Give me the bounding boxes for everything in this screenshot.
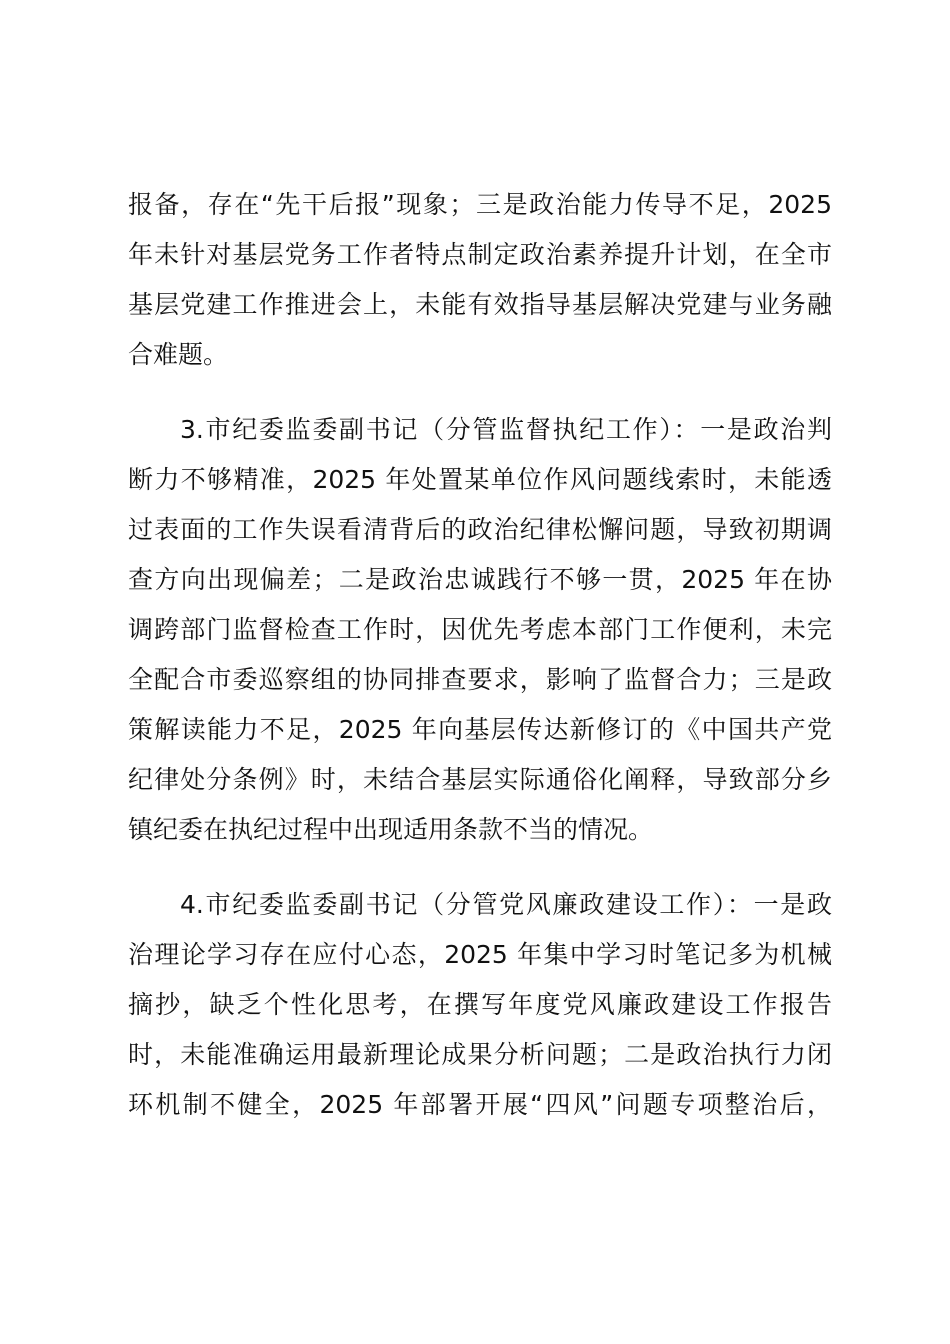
paragraph-item-4 — [128, 880, 832, 1130]
text-line: 断力不够精准，2025 年处置某单位作风问题线索时，未能透 — [128, 465, 832, 494]
text-line: 时，未能准确运用最新理论成果分析问题；二是政治执行力闭 — [128, 1040, 832, 1069]
text-line: 3.市纪委监委副书记（分管监督执纪工作）：一是政治判 — [180, 415, 832, 444]
paragraph-continuation — [128, 180, 832, 380]
text-line: 纪律处分条例》时，未结合基层实际通俗化阐释，导致部分乡 — [128, 765, 832, 794]
text-line: 环机制不健全，2025 年部署开展“四风”问题专项整治后， — [128, 1090, 832, 1119]
text-line: 治理论学习存在应付心态，2025 年集中学习时笔记多为机械 — [128, 940, 832, 969]
paragraph-item-3 — [128, 405, 832, 855]
text-line: 全配合市委巡察组的协同排查要求，影响了监督合力；三是政 — [128, 665, 832, 694]
text-line: 基层党建工作推进会上，未能有效指导基层解决党建与业务融 — [128, 290, 832, 319]
document-page — [128, 180, 832, 1155]
text-line: 摘抄，缺乏个性化思考，在撰写年度党风廉政建设工作报告 — [128, 990, 832, 1019]
text-line: 报备，存在“先干后报”现象；三是政治能力传导不足，2025 — [128, 190, 832, 219]
text-line: 4.市纪委监委副书记（分管党风廉政建设工作）：一是政 — [180, 890, 832, 919]
text-line: 年未针对基层党务工作者特点制定政治素养提升计划，在全市 — [128, 240, 832, 269]
text-line: 调跨部门监督检查工作时，因优先考虑本部门工作便利，未完 — [128, 615, 832, 644]
text-line: 合难题。 — [128, 340, 229, 369]
text-line: 过表面的工作失误看清背后的政治纪律松懈问题，导致初期调 — [128, 515, 832, 544]
text-line: 查方向出现偏差；二是政治忠诚践行不够一贯，2025 年在协 — [128, 565, 832, 594]
text-line: 镇纪委在执纪过程中出现适用条款不当的情况。 — [128, 815, 654, 844]
text-line: 策解读能力不足，2025 年向基层传达新修订的《中国共产党 — [128, 715, 832, 744]
